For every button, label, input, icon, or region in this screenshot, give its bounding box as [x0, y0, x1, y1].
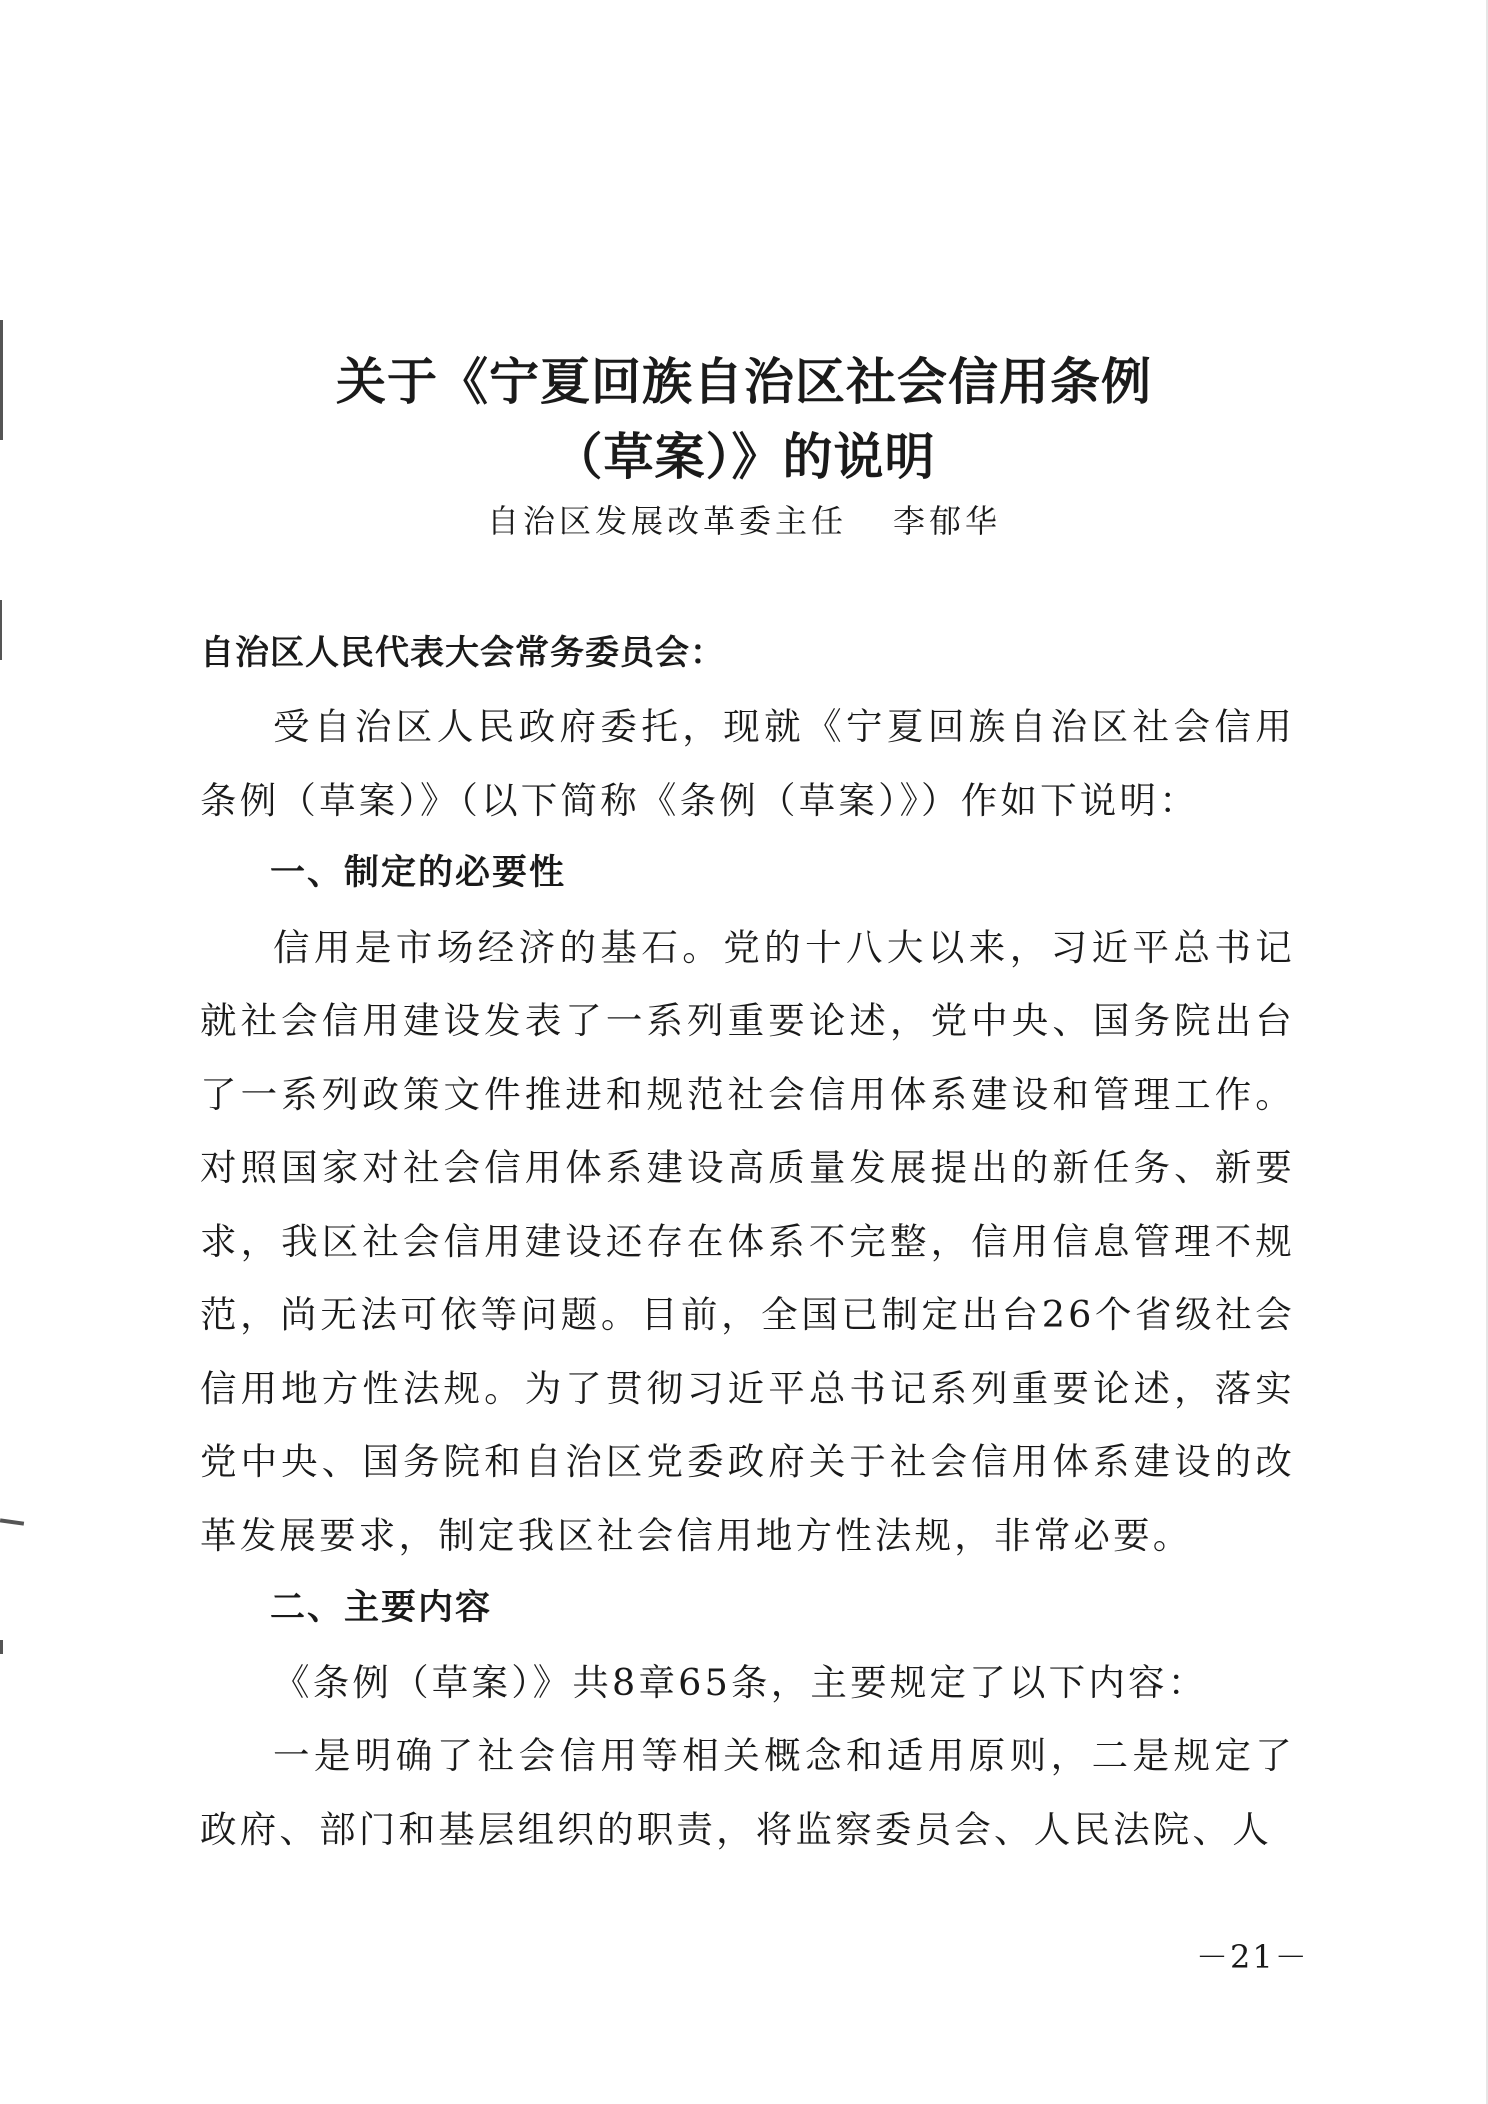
- necessity-paragraph: 信用是市场经济的基石。党的十八大以来，习近平总书记就社会信用建设发表了一系列重要论述，党中央、国务院出台了一系列政策文件推进和规范社会信用体系建设和管理工作。对照国家对社会信用体系建设高质量发展提出的新任务、新要求，我区社会信用建设还存在体系不完整，信用信息管理不规范，尚无法可依等问题。目前，全国已制定出台26个省级社会信用地方性法规。为了贯彻习近平总书记系列重要论述，落实党中央、国务院和自治区党委政府关于社会信用体系建设的改革发展要求，制定我区社会信用地方性法规，非常必要。: [200, 925, 1295, 1557]
- scan-edge-mark: [0, 1518, 24, 1525]
- salutation: 自治区人民代表大会常务委员会：: [200, 633, 725, 673]
- author-line: [0, 497, 1488, 545]
- main-content-paragraph-2: 一是明确了社会信用等相关概念和适用原则，二是规定了政府、部门和基层组织的职责，将监察委员会、人民法院、人: [200, 1734, 1295, 1851]
- intro-paragraph: 受自治区人民政府委托，现就《宁夏回族自治区社会信用条例（草案）》（以下简称《条例（草案）》）作如下说明：: [200, 705, 1295, 822]
- scan-edge-mark: [0, 1640, 3, 1654]
- document-title-line1: 关于《宁夏回族自治区社会信用条例: [336, 353, 1152, 411]
- scan-edge-mark: [0, 600, 2, 660]
- author-position: 自治区发展改革委主任: [486, 502, 847, 540]
- main-content-paragraph-1: 《条例（草案）》共8章65条，主要规定了以下内容：: [273, 1660, 1208, 1704]
- author-name: 李郁华: [893, 502, 1002, 540]
- page-number: －21－: [1196, 1938, 1309, 1976]
- section-heading-necessity: 一、制定的必要性: [270, 853, 567, 893]
- section-heading-main-content: 二、主要内容: [270, 1588, 493, 1628]
- document-body: [200, 690, 1295, 1866]
- document-title-line2: （草案）》的说明: [552, 428, 936, 486]
